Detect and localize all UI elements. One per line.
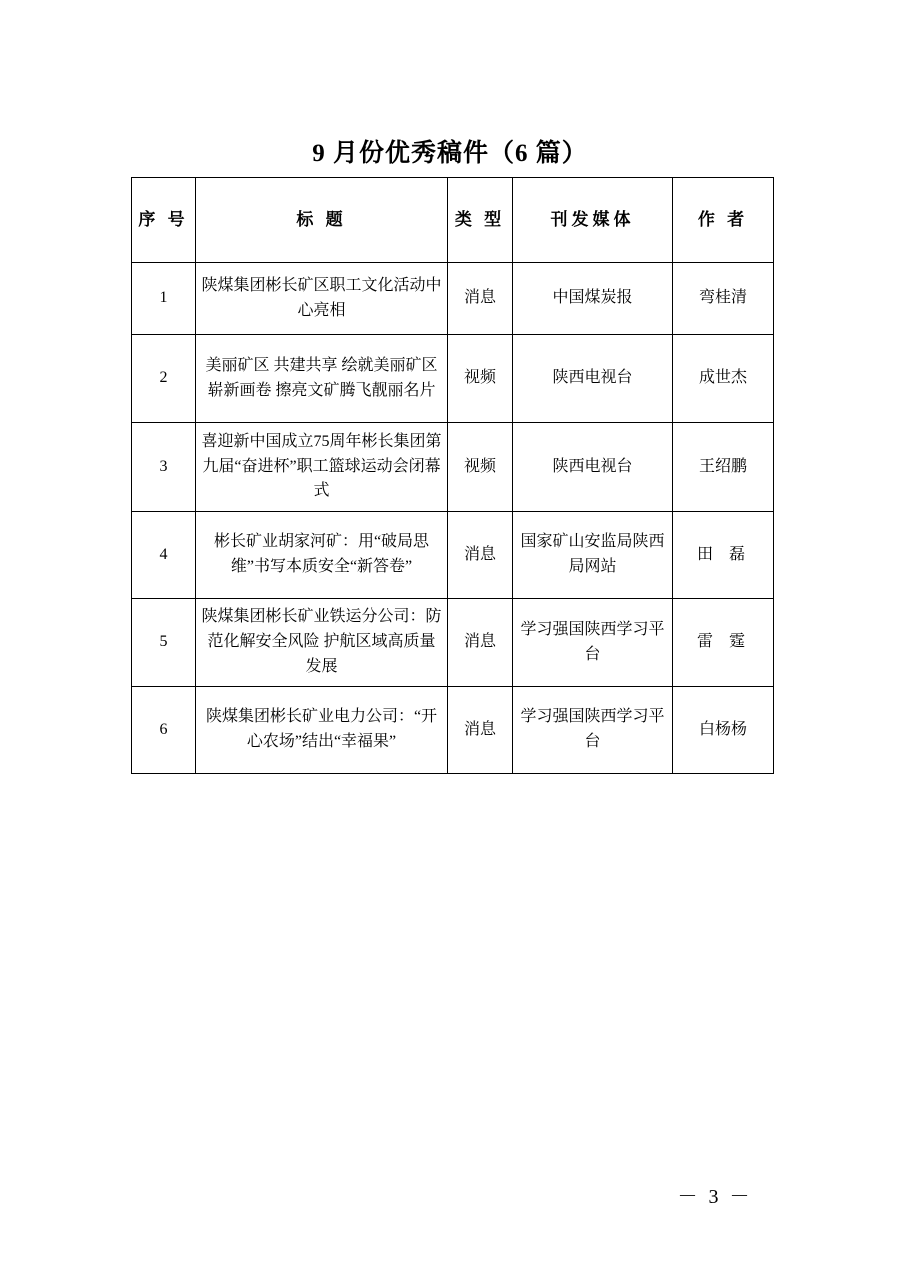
cell-type: 消息 (448, 687, 513, 774)
page-number-text: － 3 － (677, 1186, 753, 1208)
column-header-author: 作 者 (673, 178, 774, 263)
table-header-row (132, 178, 774, 263)
excellent-articles-table (131, 177, 774, 774)
cell-author: 白杨杨 (673, 687, 774, 774)
cell-title: 陕煤集团彬长矿业电力公司：“开心农场”结出“幸福果” (196, 687, 448, 774)
cell-media: 学习强国陕西学习平台 (513, 599, 673, 687)
cell-type: 消息 (448, 512, 513, 599)
page-title: 9 月份优秀稿件（6 篇） (312, 140, 588, 167)
cell-author: 田 磊 (673, 512, 774, 599)
cell-author: 弯桂清 (673, 263, 774, 335)
cell-index: 2 (132, 335, 196, 423)
table-row (132, 423, 774, 512)
cell-index: 3 (132, 423, 196, 512)
cell-index: 5 (132, 599, 196, 687)
column-header-index: 序 号 (132, 178, 196, 263)
cell-type: 消息 (448, 599, 513, 687)
cell-title: 喜迎新中国成立75周年彬长集团第九届“奋进杯”职工篮球运动会闭幕式 (196, 423, 448, 512)
cell-index: 6 (132, 687, 196, 774)
cell-author: 雷 霆 (673, 599, 774, 687)
cell-media: 学习强国陕西学习平台 (513, 687, 673, 774)
cell-media: 国家矿山安监局陕西局网站 (513, 512, 673, 599)
cell-author: 成世杰 (673, 335, 774, 423)
cell-index: 4 (132, 512, 196, 599)
column-header-title: 标 题 (196, 178, 448, 263)
page-number (0, 1180, 900, 1209)
cell-media: 中国煤炭报 (513, 263, 673, 335)
cell-type: 视频 (448, 423, 513, 512)
table-row (132, 335, 774, 423)
cell-index: 1 (132, 263, 196, 335)
cell-title: 美丽矿区 共建共享 绘就美丽矿区崭新画卷 擦亮文矿腾飞靓丽名片 (196, 335, 448, 423)
cell-media: 陕西电视台 (513, 335, 673, 423)
cell-type: 视频 (448, 335, 513, 423)
cell-title: 陕煤集团彬长矿业铁运分公司：防范化解安全风险 护航区域高质量发展 (196, 599, 448, 687)
table-row (132, 687, 774, 774)
cell-title: 彬长矿业胡家河矿：用“破局思维”书写本质安全“新答卷” (196, 512, 448, 599)
column-header-type: 类 型 (448, 178, 513, 263)
table-row (132, 263, 774, 335)
cell-media: 陕西电视台 (513, 423, 673, 512)
table-row (132, 512, 774, 599)
column-header-media: 刊发媒体 (513, 178, 673, 263)
cell-author: 王绍鹏 (673, 423, 774, 512)
cell-title: 陕煤集团彬长矿区职工文化活动中心亮相 (196, 263, 448, 335)
cell-type: 消息 (448, 263, 513, 335)
table-row (132, 599, 774, 687)
